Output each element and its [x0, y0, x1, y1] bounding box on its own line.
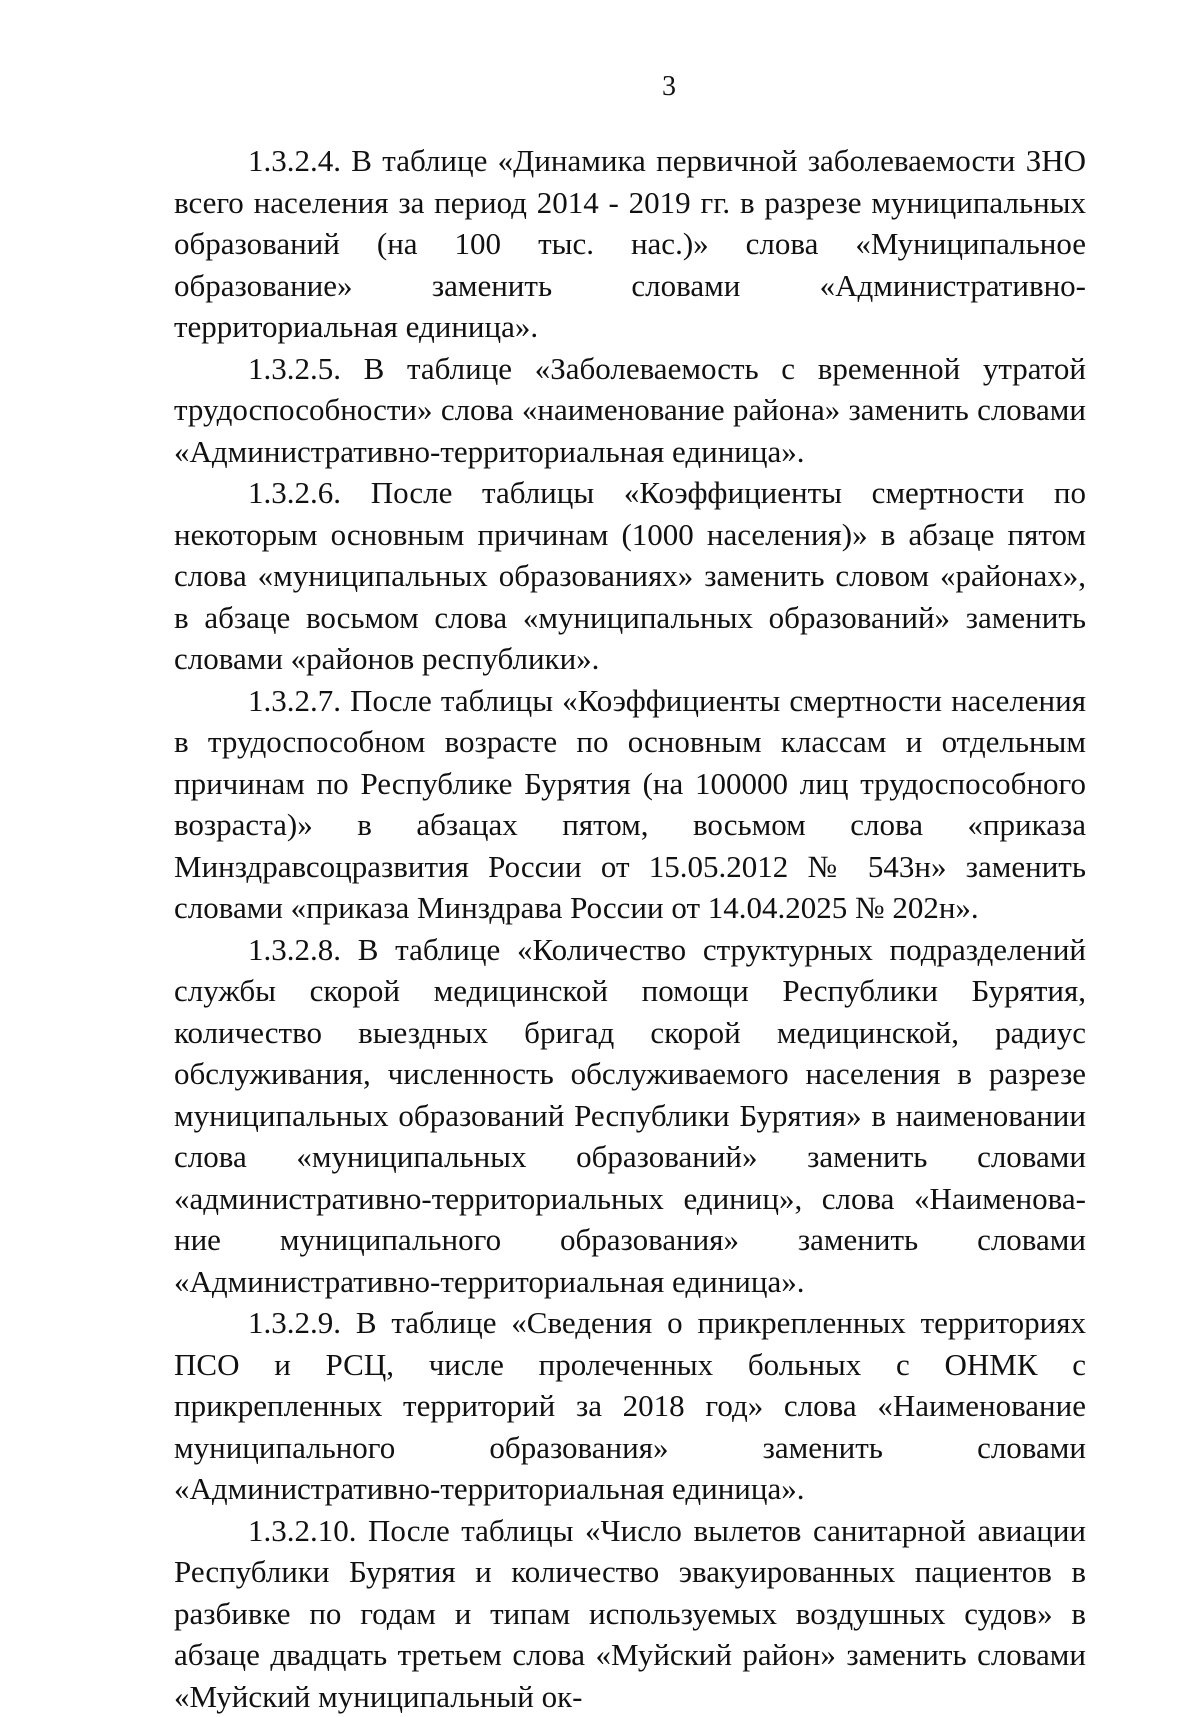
paragraph-1-3-2-5: 1.3.2.5. В таблице «Заболеваемость с временной утратой трудоспособности» слова «наименование района» заменить словами «Административно-территориальная единица».: [174, 348, 1086, 473]
paragraph-1-3-2-10: 1.3.2.10. После таблицы «Число вылетов санитарной авиации Республики Бурятия и количество эвакуированных пациентов в разбивке по годам и типам используемых воздушных судов» в абзаце двадцать третьем слова «Муйский район» заменить словами «Муйский муниципальный ок-: [174, 1510, 1086, 1717]
paragraph-1-3-2-7: 1.3.2.7. После таблицы «Коэффициенты смертности населения в трудоспособном возрасте по основным классам и отдельным причинам по Республике Бурятия (на 100000 лиц трудоспособного возраста)» в абзацах пятом, восьмом слова «приказа Минздравсоцразвития России от 15.05.2012 № 543н» заменить словами «приказа Минздрава России от 14.04.2025 № 202н».: [174, 680, 1086, 929]
paragraph-1-3-2-8: 1.3.2.8. В таблице «Количество структурных подразделений службы скорой медицинской помощи Республики Бурятия, количество выездных бригад скорой медицинской, радиус обслуживания, численность обслуживаемого населения в разрезе муниципальных образований Республики Бурятия» в наименовании слова «муниципальных образований» заменить словами «административно-территориальных единиц», слова «Наименование муниципального образования» заменить словами «Административно-территориальная единица».: [174, 929, 1086, 1303]
document-body: [174, 140, 1086, 1717]
paragraph-1-3-2-6: 1.3.2.6. После таблицы «Коэффициенты смертности по некоторым основным причинам (1000 населения)» в абзаце пятом слова «муниципальных образованиях» заменить словом «районах», в абзаце восьмом слова «муниципальных образований» заменить словами «районов республики».: [174, 472, 1086, 680]
page-number: 3: [0, 70, 1200, 104]
paragraph-1-3-2-9: 1.3.2.9. В таблице «Сведения о прикрепленных территориях ПСО и РСЦ, числе пролеченных больных с ОНМК с прикрепленных территорий за 2018 год» слова «Наименование муниципального образования» заменить словами «Административно-территориальная единица».: [174, 1302, 1086, 1510]
paragraph-1-3-2-4: 1.3.2.4. В таблице «Динамика первичной заболеваемости ЗНО всего населения за период 2014 - 2019 гг. в разрезе муниципальных образований (на 100 тыс. нас.)» слова «Муниципальное образование» заменить словами «Административно-территориальная единица».: [174, 140, 1086, 348]
